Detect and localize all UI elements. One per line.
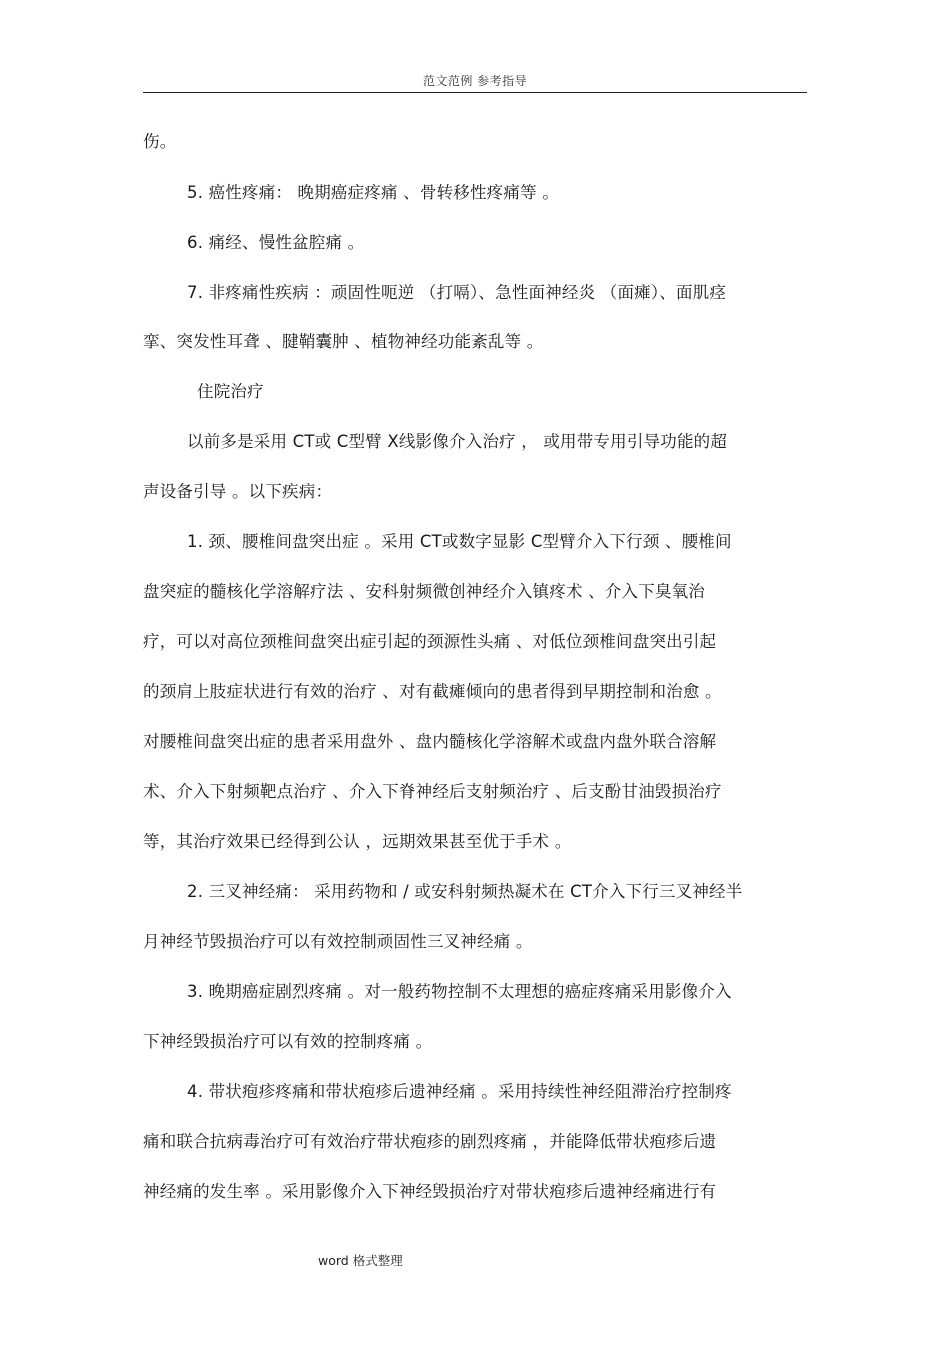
text-line: 挛、突发性耳聋 、腱鞘囊肿 、植物神经功能紊乱等 。 (143, 332, 544, 351)
text-line: 声设备引导 。以下疾病： (143, 482, 333, 501)
text-line: 1. 颈、腰椎间盘突出症 。采用 CT或数字显影 C型臂介入下行颈 、腰椎间 (187, 532, 732, 551)
text-line: 2. 三叉神经痛： 采用药物和 / 或安科射频热凝术在 CT介入下行三叉神经半 (187, 882, 743, 901)
text-line: 6. 痛经、慢性盆腔痛 。 (187, 233, 365, 252)
section-heading: 住院治疗 (197, 382, 264, 401)
text-line: 的颈肩上肢症状进行有效的治疗 、对有截瘫倾向的患者得到早期控制和治愈 。 (143, 682, 722, 701)
text-line: 3. 晚期癌症剧烈疼痛 。对一般药物控制不太理想的癌症疼痛采用影像介入 (187, 982, 732, 1001)
text-line: 对腰椎间盘突出症的患者采用盘外 、盘内髓核化学溶解术或盘内盘外联合溶解 (143, 732, 717, 751)
text-line: 月神经节毁损治疗可以有效控制顽固性三叉神经痛 。 (143, 932, 533, 951)
page-header (143, 68, 807, 93)
header-text: 范文范例 参考指导 (422, 74, 528, 88)
text-line: 5. 癌性疼痛： 晚期癌症疼痛 、骨转移性疼痛等 。 (187, 183, 559, 202)
text-line: 疗，可以对高位颈椎间盘突出症引起的颈源性头痛 、对低位颈椎间盘突出引起 (143, 632, 717, 651)
text-line: 以前多是采用 CT或 C型臂 X线影像介入治疗 ， 或用带专用引导功能的超 (187, 432, 728, 451)
text-line: 7. 非疼痛性疾病 ：顽固性呃逆 （打嗝）、急性面神经炎 （面瘫）、面肌痉 (187, 283, 727, 302)
text-line: 下神经毁损治疗可以有效的控制疼痛 。 (143, 1032, 433, 1051)
text-line: 伤。 (143, 132, 177, 151)
page-footer: word 格式整理 (318, 1253, 403, 1268)
text-line: 神经痛的发生率 。采用影像介入下神经毁损治疗对带状疱疹后遗神经痛进行有 (143, 1182, 717, 1201)
text-line: 痛和联合抗病毒治疗可有效治疗带状疱疹的剧烈疼痛 ，并能降低带状疱疹后遗 (143, 1132, 717, 1151)
text-line: 术、介入下射频靶点治疗 、介入下脊神经后支射频治疗 、后支酚甘油毁损治疗 (143, 782, 722, 801)
text-line: 4. 带状疱疹疼痛和带状疱疹后遗神经痛 。采用持续性神经阻滞治疗控制疼 (187, 1082, 732, 1101)
text-line: 等，其治疗效果已经得到公认 ，远期效果甚至优于手术 。 (143, 832, 572, 851)
text-line: 盘突症的髓核化学溶解疗法 、安科射频微创神经介入镇疼术 、介入下臭氧治 (143, 582, 705, 601)
